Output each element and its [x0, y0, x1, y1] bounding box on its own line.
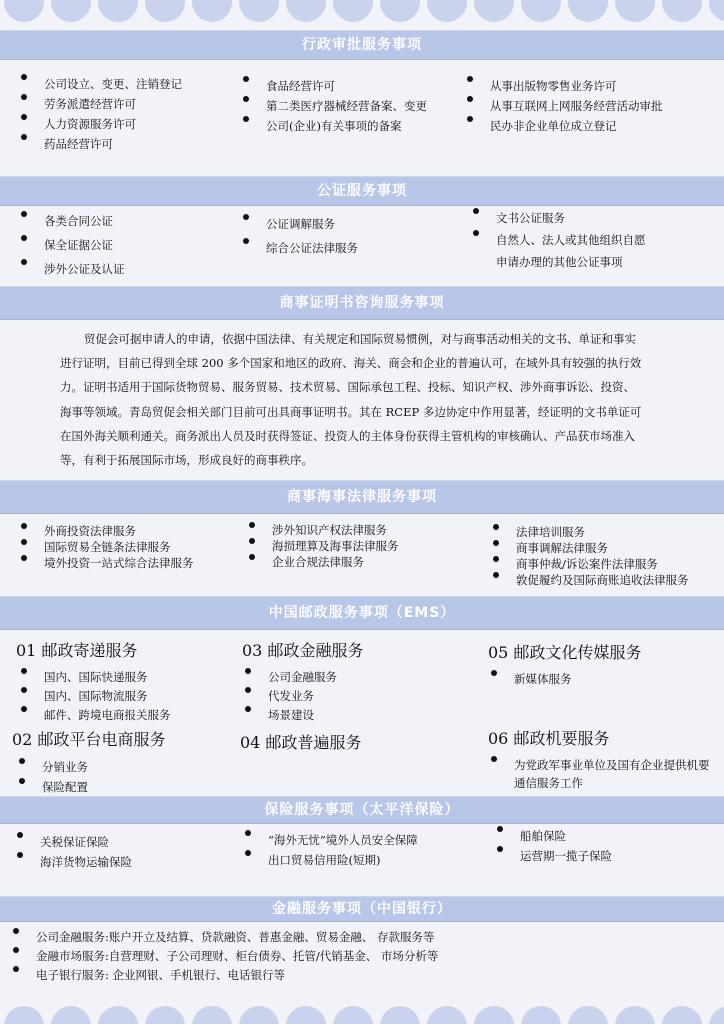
ems-section-01-title: 01 邮政寄递服务 [16, 641, 138, 660]
list-item: 外商投资法律服务 [18, 523, 194, 539]
list-item: 国内、国际快递服务 [18, 668, 171, 687]
list-item: 文书公证服务 [470, 208, 646, 230]
ems-section-05-list [488, 670, 572, 689]
top-scallop-border [0, 0, 724, 22]
list-item: 公司金融服务:账户开立及结算、贷款融资、普惠金融、贸易金融、 存款服务等 [10, 928, 438, 947]
list-item: 第二类医疗器械经营备案、变更 [240, 96, 427, 116]
admin-header: 行政审批服务事项 [0, 30, 724, 60]
ems-section-03-title: 03 邮政金融服务 [242, 641, 364, 660]
list-item: 劳务派遣经营许可 [18, 94, 182, 114]
list-item: 运营期一揽子保险 [494, 846, 612, 866]
insurance-list-col3 [494, 826, 612, 866]
ems-section-06-continuation: 通信服务工作 [514, 776, 583, 790]
certificate-line-3: 力。证明书适用于国际货物贸易、服务贸易、技术贸易、国际承包工程、投标、知识产权、涉外商事诉讼、投资、 [60, 380, 635, 395]
list-item: 涉外知识产权法律服务 [246, 522, 399, 538]
list-item: 电子银行服务: 企业网银、手机银行、电话银行等 [10, 966, 438, 985]
list-item: 从事互联网上网服务经营活动审批 [464, 96, 663, 116]
bottom-scallop-border [0, 1006, 724, 1024]
ems-section-05-title: 05 邮政文化传媒服务 [488, 643, 642, 662]
list-item: 法律培训服务 [490, 524, 689, 540]
admin-list-col3 [464, 76, 663, 136]
certificate-line-1: 贸促会可据申请人的申请，依据中国法律、有关规定和国际贸易惯例，对与商事活动相关的文书、单证和事实 [84, 332, 636, 346]
list-item: 公证调解服务 [240, 214, 358, 238]
list-item: 商事仲裁/诉讼案件法律服务 [490, 556, 689, 572]
ems-section-03-list [242, 668, 337, 725]
list-item: 涉外公证及认证 [18, 259, 125, 283]
admin-list-col2 [240, 76, 427, 136]
list-item: 人力资源服务许可 [18, 114, 182, 134]
list-item: 海损理算及海事法律服务 [246, 538, 399, 554]
ems-section-02-list [16, 758, 88, 798]
ems-section-04-title: 04 邮政普遍服务 [240, 733, 362, 752]
legal-list-col2 [246, 522, 399, 570]
list-item: 敦促履约及国际商账追收法律服务 [490, 572, 689, 588]
list-item: 从事出版物零售业务许可 [464, 76, 663, 96]
list-item: 国际贸易全链条法律服务 [18, 539, 194, 555]
list-item: 各类合同公证 [18, 211, 125, 235]
certificate-line-2: 进行证明，目前已得到全球 200 多个国家和地区的政府、海关、商会和企业的普遍认可，在域外具有较强的执行效 [60, 356, 642, 371]
list-item: 公司(企业)有关事项的备案 [240, 116, 427, 136]
notary-list-col1 [18, 211, 125, 283]
list-item: 出口贸易信用险(短期) [242, 850, 418, 870]
list-item: 金融市场服务:自营理财、子公司理财、柜台债券、托管/代销基金、 市场分析等 [10, 947, 438, 966]
legal-header: 商事海事法律服务事项 [0, 480, 724, 514]
certificate-line-4: 海事等领域。青岛贸促会相关部门目前可出具商事证明书。其在 RCEP 多边协定中作用显著，经证明的文书单证可 [60, 404, 642, 419]
list-item: 公司金融服务 [242, 668, 337, 687]
finance-list [10, 928, 438, 985]
list-item: 关税保证保险 [14, 832, 132, 852]
list-item: 境外投资一站式综合法律服务 [18, 555, 194, 571]
list-item: “海外无忧”境外人员安全保障 [242, 830, 418, 850]
ems-section-02-title: 02 邮政平台电商服务 [12, 730, 166, 749]
list-item: 保险配置 [16, 778, 88, 798]
list-item: 船舶保险 [494, 826, 612, 846]
list-item: 公司设立、变更、注销登记 [18, 74, 182, 94]
legal-list-col1 [18, 523, 194, 571]
insurance-list-col2 [242, 830, 418, 870]
notary-list-col3 [470, 208, 646, 252]
notary-col3-continuation: 申请办理的其他公证事项 [496, 255, 623, 269]
list-item: 综合公证法律服务 [240, 238, 358, 262]
list-item: 食品经营许可 [240, 76, 427, 96]
ems-header: 中国邮政服务事项（EMS） [0, 596, 724, 630]
certificate-header: 商事证明书咨询服务事项 [0, 286, 724, 320]
legal-list-col3 [490, 524, 689, 588]
list-item: 新媒体服务 [488, 670, 572, 689]
ems-section-01-list [18, 668, 171, 725]
ems-section-06-list [488, 756, 710, 774]
list-item: 场景建设 [242, 706, 337, 725]
list-item: 企业合规法律服务 [246, 554, 399, 570]
list-item: 商事调解法律服务 [490, 540, 689, 556]
finance-header: 金融服务事项（中国银行） [0, 896, 724, 922]
list-item: 分销业务 [16, 758, 88, 778]
list-item: 保全证据公证 [18, 235, 125, 259]
ems-section-06-title: 06 邮政机要服务 [488, 729, 610, 748]
list-item: 民办非企业单位成立登记 [464, 116, 663, 136]
certificate-line-6: 等，有利于拓展国际市场，形成良好的商事秩序。 [60, 453, 313, 468]
insurance-header: 保险服务事项（太平洋保险） [0, 796, 724, 824]
list-item: 国内、国际物流服务 [18, 687, 171, 706]
list-item: 自然人、法人或其他组织自愿 [470, 230, 646, 252]
list-item: 海洋货物运输保险 [14, 852, 132, 872]
admin-list-col1 [18, 74, 182, 154]
notary-header: 公证服务事项 [0, 176, 724, 206]
list-item: 为党政军事业单位及国有企业提供机要 [488, 756, 710, 774]
certificate-line-5: 在国外海关顺利通关。商务派出人员及时获得签证、投资人的主体身份获得主管机构的审核确认、产品获市场准入 [60, 428, 635, 443]
list-item: 邮件、跨境电商报关服务 [18, 706, 171, 725]
certificate-paragraph [60, 327, 668, 472]
list-item: 药品经营许可 [18, 134, 182, 154]
insurance-list-col1 [14, 832, 132, 872]
notary-list-col2 [240, 214, 358, 262]
list-item: 代发业务 [242, 687, 337, 706]
